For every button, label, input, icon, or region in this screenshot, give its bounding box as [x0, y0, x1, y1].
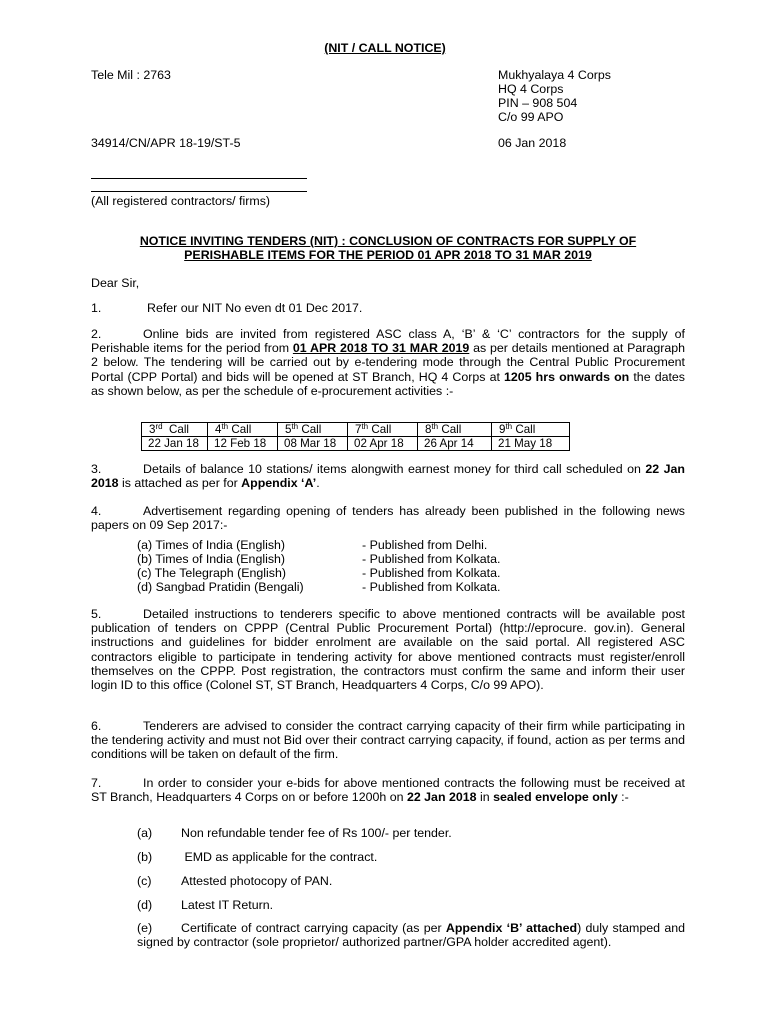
paragraph-3-number: 3. [91, 462, 102, 476]
requirement-key: (a) [137, 826, 153, 840]
call-date-cell: 08 Mar 18 [278, 437, 348, 451]
requirement-text: Non refundable tender fee of Rs 100/- per tender. [181, 826, 452, 840]
paragraph-5-text: Detailed instructions to tenderers specific to above mentioned contracts will be available post publication of tenders on CPPP (Central Public Procurement Portal) (http://eprocure. gov.in). General instructions and guidelines for bidder enrolment are available on the said portal. All registered ASC contractors eligible to participate in tendering activity for above mentioned contracts must register/enroll themselves on the CPPP. Post registration, the contractors must confirm the same and inform their user login ID to this office (Colonel ST, ST Branch, Headquarters 4 Corps, C/o 99 APO). [91, 607, 685, 693]
requirement-item-e [137, 921, 685, 949]
paragraph-7-sealed: sealed envelope only [493, 790, 618, 805]
newspaper-item [137, 580, 501, 594]
call-header-cell: 4th Call [208, 423, 278, 437]
paragraph-5-number: 5. [91, 607, 102, 621]
newspaper-publication: - Published from Delhi. [362, 538, 488, 552]
newspaper-name: (d) Sangbad Pratidin (Bengali) [137, 580, 304, 594]
newspaper-publication: - Published from Kolkata. [362, 552, 501, 566]
paragraph-2-text-2: as per details mentioned at Paragraph 2 below. The tendering will be carried out by e-tendering mode through the Central Public Procurement Portal (CPP Portal) and bids will be opened at ST Branch, HQ 4 Corps at [91, 341, 686, 384]
paragraph-3-appendix: Appendix ‘A’ [241, 476, 317, 491]
call-date-cell: 12 Feb 18 [208, 437, 278, 451]
paragraph-1 [91, 301, 362, 315]
paragraph-7-number: 7. [91, 776, 102, 790]
paragraph-6-text: Tenderers are advised to consider the contract carrying capacity of their firm while participating in the tendering activity and must not Bid over their contract carrying capacity, if found, action as per terms and conditions will be taken on default of the firm. [91, 719, 685, 762]
paragraph-3-text-2: is attached as per for [118, 476, 242, 491]
addressee-line-2 [91, 191, 307, 192]
call-header-cell: 7th Call [348, 423, 418, 437]
paragraph-2-time: 1205 hrs onwards on [504, 369, 630, 384]
paragraph-2-text: Online bids are invited from registered ASC class A, ‘B’ & ‘C’ contractors for the supply of Perishable items for the period from [91, 327, 685, 356]
requirement-key: (d) [137, 898, 153, 912]
newspaper-name: (b) Times of India (English) [137, 552, 286, 566]
newspaper-item [137, 566, 501, 580]
address-line-2: HQ 4 Corps [498, 82, 564, 96]
requirement-key: (b) [137, 850, 153, 864]
paragraph-4 [91, 504, 685, 532]
paragraph-1-number: 1. [91, 301, 102, 315]
paragraph-3 [91, 462, 685, 490]
notice-title-text: (NIT / CALL NOTICE) [324, 41, 446, 55]
paragraph-2-text-3: the dates as shown below, as per the schedule of e-procurement activities :- [91, 369, 686, 398]
requirement-text-2: ) duly stamped and signed by contractor (sole proprietor/ authorized partner/GPA holder accredited agent). [137, 921, 686, 950]
call-date-cell: 21 May 18 [492, 437, 570, 451]
addressee-line-1 [91, 178, 307, 179]
paragraph-2-number: 2. [91, 327, 102, 341]
paragraph-5 [91, 607, 685, 692]
requirement-text: EMD as applicable for the contract. [181, 850, 378, 864]
call-header-cell: 5th Call [278, 423, 348, 437]
requirement-appendix: Appendix ‘B’ attached [445, 921, 578, 935]
tele-number: Tele Mil : 2763 [91, 68, 171, 82]
call-date-cell: 26 Apr 14 [418, 437, 492, 451]
requirement-item [137, 874, 685, 888]
call-header-cell: 8th Call [418, 423, 492, 437]
call-header-cell: 3rd Call [142, 423, 208, 437]
newspaper-publication: - Published from Kolkata. [362, 580, 501, 594]
requirement-item [137, 898, 685, 912]
call-header-cell: 9th Call [492, 423, 570, 437]
paragraph-7-text: In order to consider your e-bids for above mentioned contracts the following must be received at ST Branch, Headquarters 4 Corps on or before 1200h on [91, 776, 685, 805]
address-line-3: PIN – 908 504 [498, 96, 578, 110]
reference-number: 34914/CN/APR 18-19/ST-5 [91, 136, 241, 150]
requirement-item [137, 826, 685, 840]
requirement-text: Certificate of contract carrying capacity (as per [181, 921, 446, 935]
requirement-text: Latest IT Return. [181, 898, 274, 912]
addressee: (All registered contractors/ firms) [91, 194, 271, 208]
paragraph-7-text-2: in [476, 790, 494, 805]
call-header-row [142, 423, 570, 437]
call-date-cell: 02 Apr 18 [348, 437, 418, 451]
newspaper-name: (a) Times of India (English) [137, 538, 286, 552]
paragraph-2-period: 01 APR 2018 TO 31 MAR 2019 [292, 341, 470, 356]
paragraph-3-text-3: . [316, 476, 320, 491]
address-line-4: C/o 99 APO [498, 110, 564, 124]
salutation: Dear Sir, [91, 276, 140, 290]
paragraph-7-text-3: :- [617, 790, 629, 805]
letter-date: 06 Jan 2018 [498, 136, 567, 150]
requirement-key: (c) [137, 874, 152, 888]
newspaper-name: (c) The Telegraph (English) [137, 566, 286, 580]
call-schedule-table [141, 422, 570, 451]
newspaper-publication: - Published from Kolkata. [362, 566, 501, 580]
newspaper-item [137, 538, 488, 552]
paragraph-7 [91, 776, 685, 804]
paragraph-6-number: 6. [91, 719, 102, 733]
address-line-1: Mukhyalaya 4 Corps [498, 68, 611, 82]
newspaper-item [137, 552, 501, 566]
paragraph-4-text: Advertisement regarding opening of tenders has already been published in the following news papers on 09 Sep 2017:- [91, 504, 685, 533]
paragraph-4-number: 4. [91, 504, 102, 518]
notice-title [0, 41, 770, 55]
subject-line-1: NOTICE INVITING TENDERS (NIT) : CONCLUSION OF CONTRACTS FOR SUPPLY OF [139, 234, 637, 248]
call-date-cell: 22 Jan 18 [142, 437, 208, 451]
paragraph-3-date: 22 Jan 2018 [91, 462, 686, 491]
paragraph-3-text: Details of balance 10 stations/ items alongwith earnest money for third call scheduled on [143, 462, 646, 476]
requirement-text: Attested photocopy of PAN. [181, 874, 333, 888]
subject-line-2: PERISHABLE ITEMS FOR THE PERIOD 01 APR 2018 TO 31 MAR 2019 [184, 248, 592, 262]
requirement-key: (e) [137, 921, 153, 935]
paragraph-7-date: 22 Jan 2018 [406, 790, 477, 805]
call-date-row [142, 437, 570, 451]
requirement-item [137, 850, 685, 864]
paragraph-1-text: Refer our NIT No even dt 01 Dec 2017. [147, 301, 363, 315]
paragraph-6 [91, 719, 685, 762]
paragraph-2 [91, 327, 685, 398]
